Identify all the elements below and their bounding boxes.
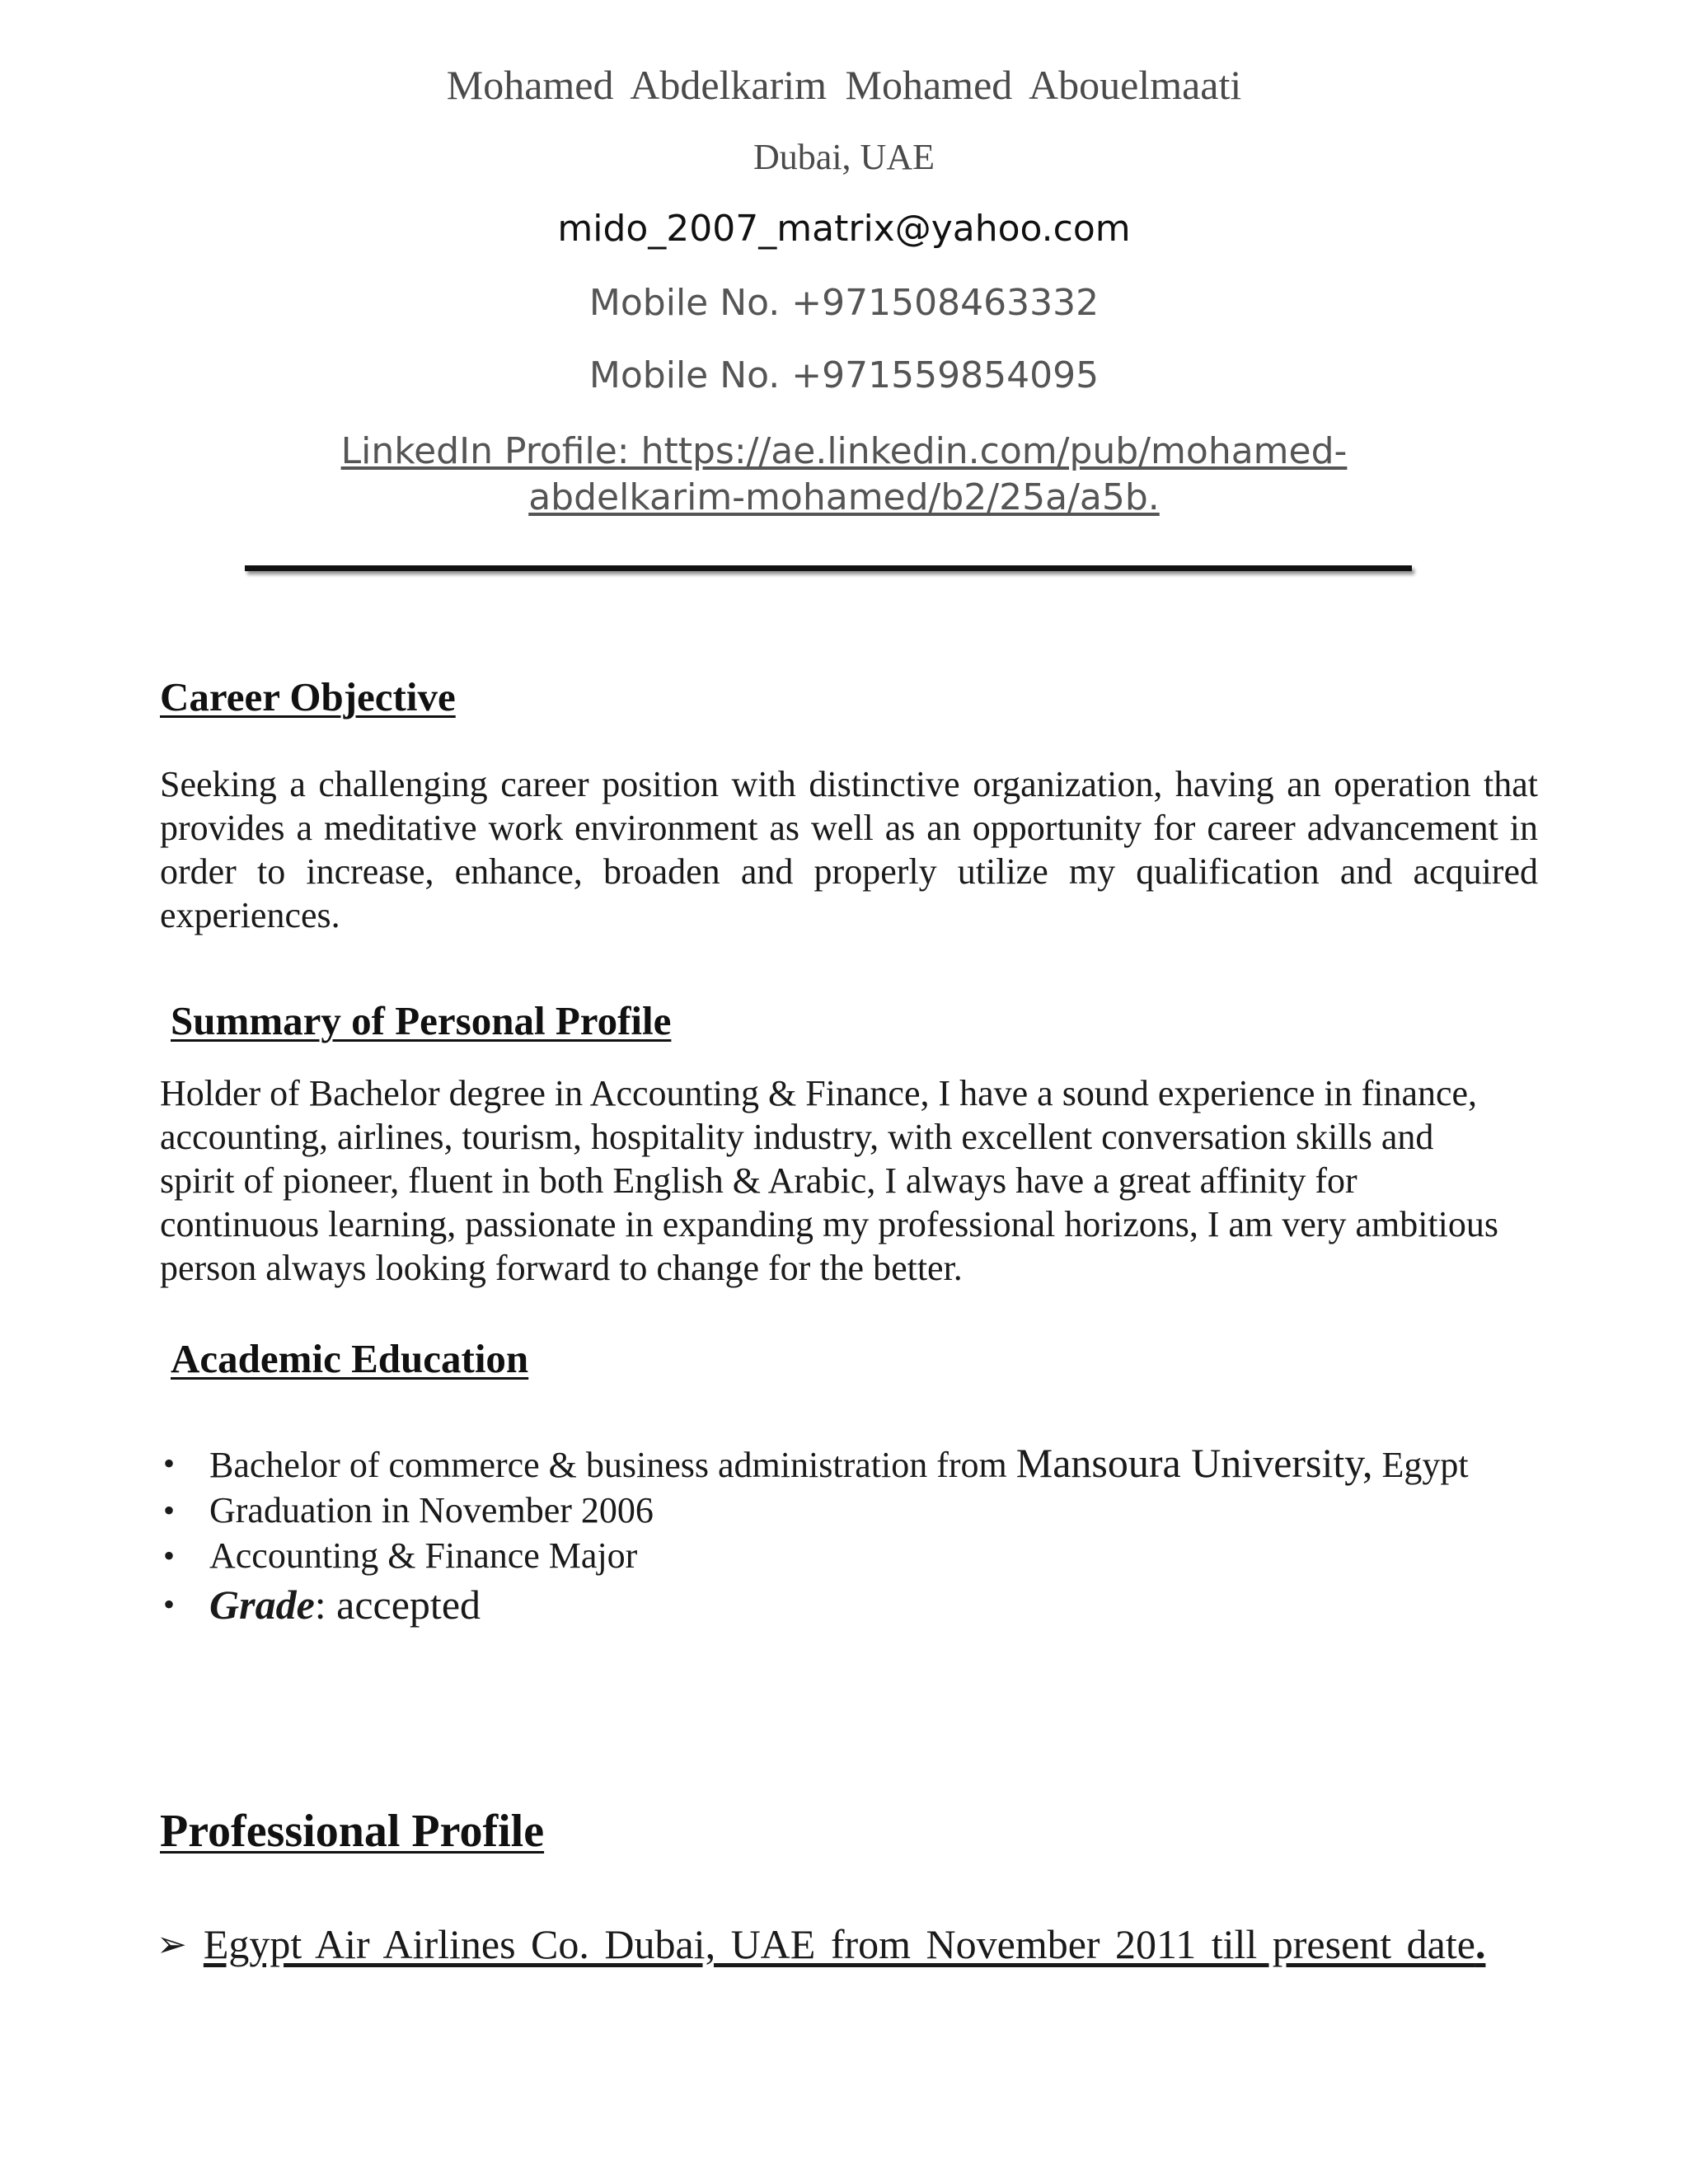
professional-profile-heading: Professional Profile (160, 1806, 545, 1857)
linkedin-link-line-1[interactable]: LinkedIn Profile: https://ae.linkedin.com/pub/mohamed- (340, 430, 1348, 472)
bullet-icon: • (163, 1492, 176, 1529)
grade-label: Grade (209, 1582, 315, 1628)
list-item (160, 1441, 1561, 1488)
list-item (160, 1578, 1561, 1631)
linkedin-link-line-2[interactable]: abdelkarim-mohamed/b2/25a/a5b. (528, 476, 1160, 518)
job-description: Egypt Air Airlines Co. Dubai, UAE from November 2011 till present date (203, 1921, 1475, 1967)
university-country: Egypt (1381, 1445, 1469, 1485)
list-item (160, 1533, 1561, 1578)
career-objective-heading: Career Objective (160, 674, 456, 719)
linkedin-profile (0, 429, 1688, 521)
career-objective-text: Seeking a challenging career position with distinctive organization, having an operation that provides a meditative work environment as well as an opportunity for career advancement in order to increase, enhance, broaden and properly utilize my qualification and acquired experiences. (160, 764, 1538, 935)
candidate-location: Dubai, UAE (753, 137, 935, 177)
candidate-name: Mohamed Abdelkarim Mohamed Abouelmaati (446, 62, 1242, 108)
arrow-bullet-icon: ➢ (157, 1924, 187, 1966)
mobile-number-2: Mobile No. +971559854095 (588, 354, 1100, 396)
bullet-icon: • (163, 1537, 176, 1574)
job-end-period: . (1475, 1921, 1486, 1967)
mobile-number-1: Mobile No. +971508463332 (588, 282, 1100, 324)
header-divider (245, 565, 1412, 571)
academic-education-heading: Academic Education (171, 1336, 529, 1381)
candidate-email[interactable]: mido_2007_matrix@yahoo.com (557, 208, 1131, 250)
bullet-icon: • (163, 1586, 176, 1623)
summary-heading: Summary of Personal Profile (171, 998, 672, 1043)
summary-text: Holder of Bachelor degree in Accounting & Finance, I have a sound experience in finance, accounting, airlines, tourism, hospitality industry, with excellent conversation skills and spirit of pioneer, fluent in both English & Arabic, I always have a great affinity for continuous learning, passionate in expanding my professional horizons, I am very ambitious person always looking forward to change for the better. (160, 1073, 1499, 1288)
major-text: Accounting & Finance Major (209, 1535, 638, 1576)
university-name: Mansoura University, (1015, 1440, 1373, 1486)
graduation-text: Graduation in November 2006 (209, 1490, 654, 1530)
job-entry (157, 1920, 1485, 1968)
education-list (160, 1441, 1561, 1631)
grade-value: : accepted (314, 1582, 481, 1628)
degree-text: Bachelor of commerce & business administration from (209, 1445, 1007, 1485)
bullet-icon: • (163, 1445, 176, 1482)
list-item (160, 1488, 1561, 1533)
